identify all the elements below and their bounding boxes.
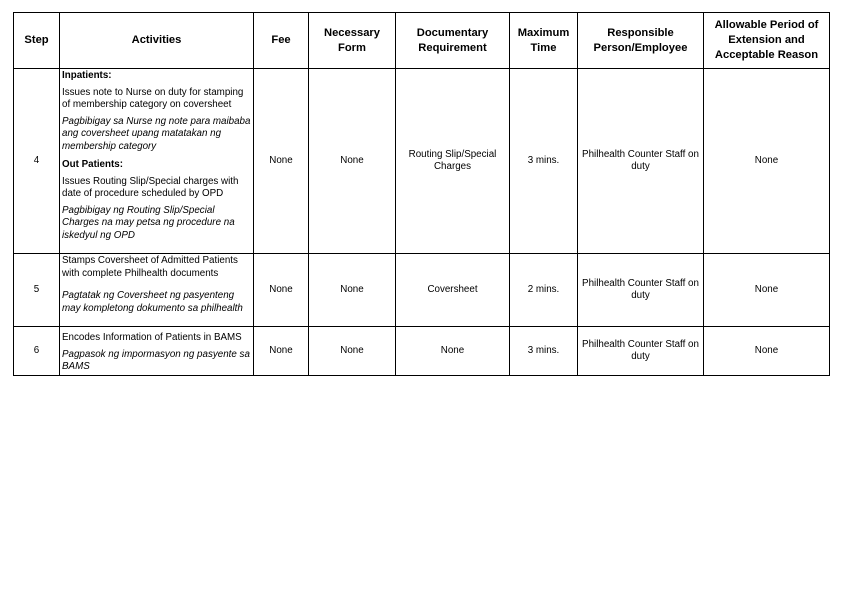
responsible-cell: Philhealth Counter Staff on duty <box>578 327 704 376</box>
header-allowable-period: Allowable Period of Extension and Acceptable Reason <box>704 13 830 69</box>
activity-translation: Pagpasok ng impormasyon ng pasyente sa BAMS <box>62 348 250 372</box>
requirement-cell: None <box>396 327 510 376</box>
table-row <box>14 327 830 376</box>
fee-cell: None <box>254 254 309 327</box>
activity-translation: Pagbibigay sa Nurse ng note para maibaba ang coversheet upang matatakan ng membership category <box>62 115 251 152</box>
activity-text: Encodes Information of Patients in BAMS <box>62 332 242 343</box>
table-row <box>14 69 830 254</box>
time-cell: 2 mins. <box>510 254 578 327</box>
header-responsible-person: Responsible Person/Employee <box>578 13 704 69</box>
activity-translation: Pagtatak ng Coversheet ng pasyenteng may kompletong dokumento sa philhealth <box>62 290 243 314</box>
header-necessary-form: Necessary Form <box>309 13 396 69</box>
activity-text: Issues note to Nurse on duty for stamping of membership category on coversheet <box>62 86 244 110</box>
time-cell: 3 mins. <box>510 69 578 254</box>
step-cell: 4 <box>14 69 60 254</box>
table-row <box>14 254 830 327</box>
outpatients-heading: Out Patients: <box>62 159 123 170</box>
step-cell: 6 <box>14 327 60 376</box>
responsible-cell: Philhealth Counter Staff on duty <box>578 254 704 327</box>
time-cell: 3 mins. <box>510 327 578 376</box>
step-cell: 5 <box>14 254 60 327</box>
inpatients-heading: Inpatients: <box>62 70 112 81</box>
requirement-cell: Routing Slip/Special Charges <box>396 69 510 254</box>
fee-cell: None <box>254 69 309 254</box>
activity-text: Issues Routing Slip/Special charges with date of procedure scheduled by OPD <box>62 175 239 199</box>
header-maximum-time: Maximum Time <box>510 13 578 69</box>
requirement-cell: Coversheet <box>396 254 510 327</box>
allowable-cell: None <box>704 254 830 327</box>
header-fee: Fee <box>254 13 309 69</box>
header-row <box>14 13 830 69</box>
form-cell: None <box>309 327 396 376</box>
form-cell: None <box>309 254 396 327</box>
allowable-cell: None <box>704 69 830 254</box>
activity-cell <box>60 327 254 376</box>
fee-cell: None <box>254 327 309 376</box>
procedure-table <box>13 12 830 376</box>
activity-cell <box>60 69 254 254</box>
header-activities: Activities <box>60 13 254 69</box>
responsible-cell: Philhealth Counter Staff on duty <box>578 69 704 254</box>
activity-text: Stamps Coversheet of Admitted Patients with complete Philhealth documents <box>62 255 238 279</box>
activity-translation: Pagbibigay ng Routing Slip/Special Charges na may petsa ng procedure na iskedyul ng OPD <box>62 204 235 241</box>
activity-cell <box>60 254 254 327</box>
header-step: Step <box>14 13 60 69</box>
allowable-cell: None <box>704 327 830 376</box>
form-cell: None <box>309 69 396 254</box>
header-documentary-requirement: Documentary Requirement <box>396 13 510 69</box>
